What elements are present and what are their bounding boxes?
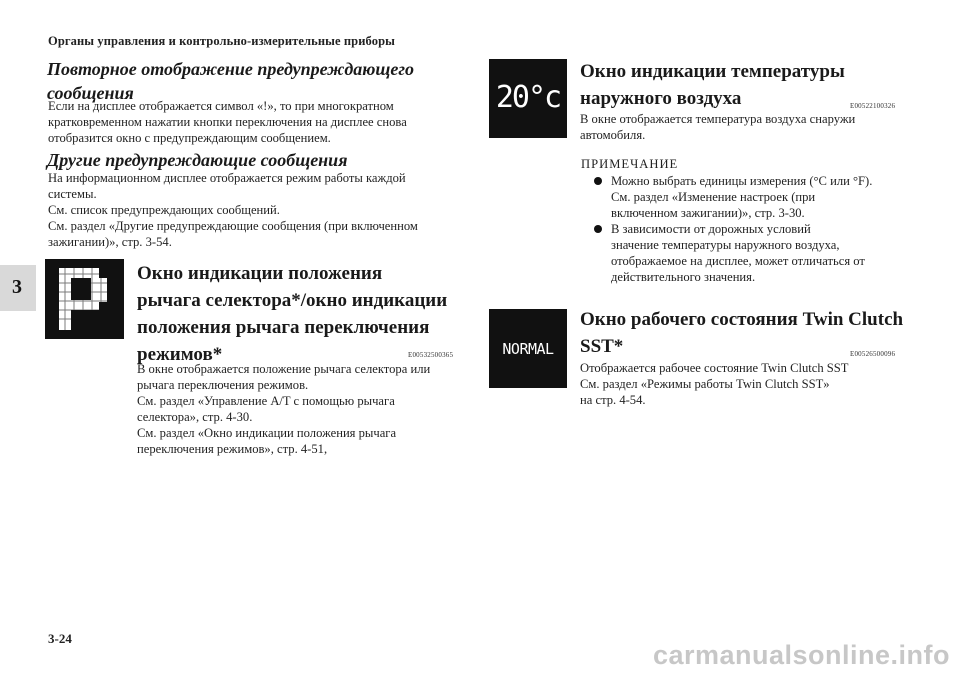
body-line: См. раздел «Окно индикации положения рычага: [137, 426, 397, 440]
body-line: В окне отображается положение рычага селектора или: [137, 362, 431, 376]
note-item: [581, 221, 911, 285]
body-line: переключения режимов», стр. 4-51,: [137, 442, 328, 456]
body-line: Отображается рабочее состояние Twin Clutch SST: [580, 361, 849, 375]
document-code: E00532500365: [408, 351, 454, 359]
title-line: SST*: [580, 336, 624, 357]
note-list: [581, 173, 911, 285]
body-line: См. список предупреждающих сообщений.: [48, 203, 280, 217]
note-line: отображаемое на дисплее, может отличаться от: [611, 254, 865, 268]
section-title-selector: [137, 260, 447, 368]
title-line: Окно рабочего состояния Twin Clutch: [580, 309, 904, 330]
body-line: рычага переключения режимов.: [137, 378, 309, 392]
document-code: E00522100326: [850, 102, 896, 110]
title-line: Окно индикации температуры: [580, 61, 845, 82]
body-line: автомобиля.: [580, 128, 646, 142]
title-line: рычага селектора*/окно индикации: [137, 290, 448, 311]
title-line: режимов*: [137, 344, 223, 365]
section-body-other: [48, 170, 418, 250]
body-line: На информационном дисплее отображается режим работы каждой: [48, 171, 406, 185]
note-line: значение температуры наружного воздуха,: [611, 238, 840, 252]
note-line: включенном зажигании)», стр. 3-30.: [611, 206, 805, 220]
running-header: Органы управления и контрольно-измерительные приборы: [48, 34, 395, 48]
page-number: 3-24: [48, 631, 72, 646]
body-line: системы.: [48, 187, 97, 201]
note-line: В зависимости от дорожных условий: [611, 222, 811, 236]
section-body-selector: [137, 361, 430, 457]
section-title-other: Другие предупреждающие сообщения: [47, 150, 348, 170]
document-code: E00526500096: [850, 350, 896, 358]
bullet-icon: [594, 177, 602, 185]
body-line: В окне отображается температура воздуха снаружи: [580, 112, 856, 126]
title-line: наружного воздуха: [580, 88, 742, 109]
bullet-icon: [594, 225, 602, 233]
note-line: См. раздел «Изменение настроек (при: [611, 190, 816, 204]
body-line: зажигании)», стр. 3-54.: [48, 235, 172, 249]
watermark: carmanualsonline.info: [652, 640, 950, 670]
body-line: отобразится окно с предупреждающим сообщением.: [48, 131, 331, 145]
title-line: Повторное отображение предупреждающего: [47, 59, 415, 79]
body-line: См. раздел «Управление A/T с помощью рычага: [137, 394, 395, 408]
section-body-twin-clutch: [580, 360, 849, 408]
body-line: См. раздел «Режимы работы Twin Clutch SST»: [580, 377, 830, 391]
section-body-temperature: [580, 111, 855, 143]
body-line: Если на дисплее отображается символ «!», то при многократном: [48, 99, 394, 113]
temperature-display-text: 20°c: [495, 80, 561, 115]
gear-position-p-icon: [45, 259, 124, 339]
section-title-temperature: [580, 58, 845, 112]
note-line: действительного значения.: [611, 270, 756, 284]
twin-clutch-display-text: NORMAL: [502, 340, 554, 358]
body-line: См. раздел «Другие предупреждающие сообщения (при включенном: [48, 219, 418, 233]
note-item: [581, 173, 911, 221]
note-line: Можно выбрать единицы измерения (°C или °F).: [611, 174, 873, 188]
gear-position-display: [45, 259, 124, 339]
temperature-display: [489, 59, 567, 138]
note-label: ПРИМЕЧАНИЕ: [581, 157, 679, 171]
title-line: сообщения: [47, 83, 134, 103]
twin-clutch-display: [489, 309, 567, 388]
section-body-repeat: [48, 98, 407, 146]
title-line: положения рычага переключения: [137, 317, 430, 338]
body-line: кратковременном нажатии кнопки переключения на дисплее снова: [48, 115, 407, 129]
body-line: селектора», стр. 4-30.: [137, 410, 253, 424]
chapter-number: 3: [12, 276, 22, 298]
body-line: на стр. 4-54.: [580, 393, 646, 407]
title-line: Окно индикации положения: [137, 263, 383, 284]
